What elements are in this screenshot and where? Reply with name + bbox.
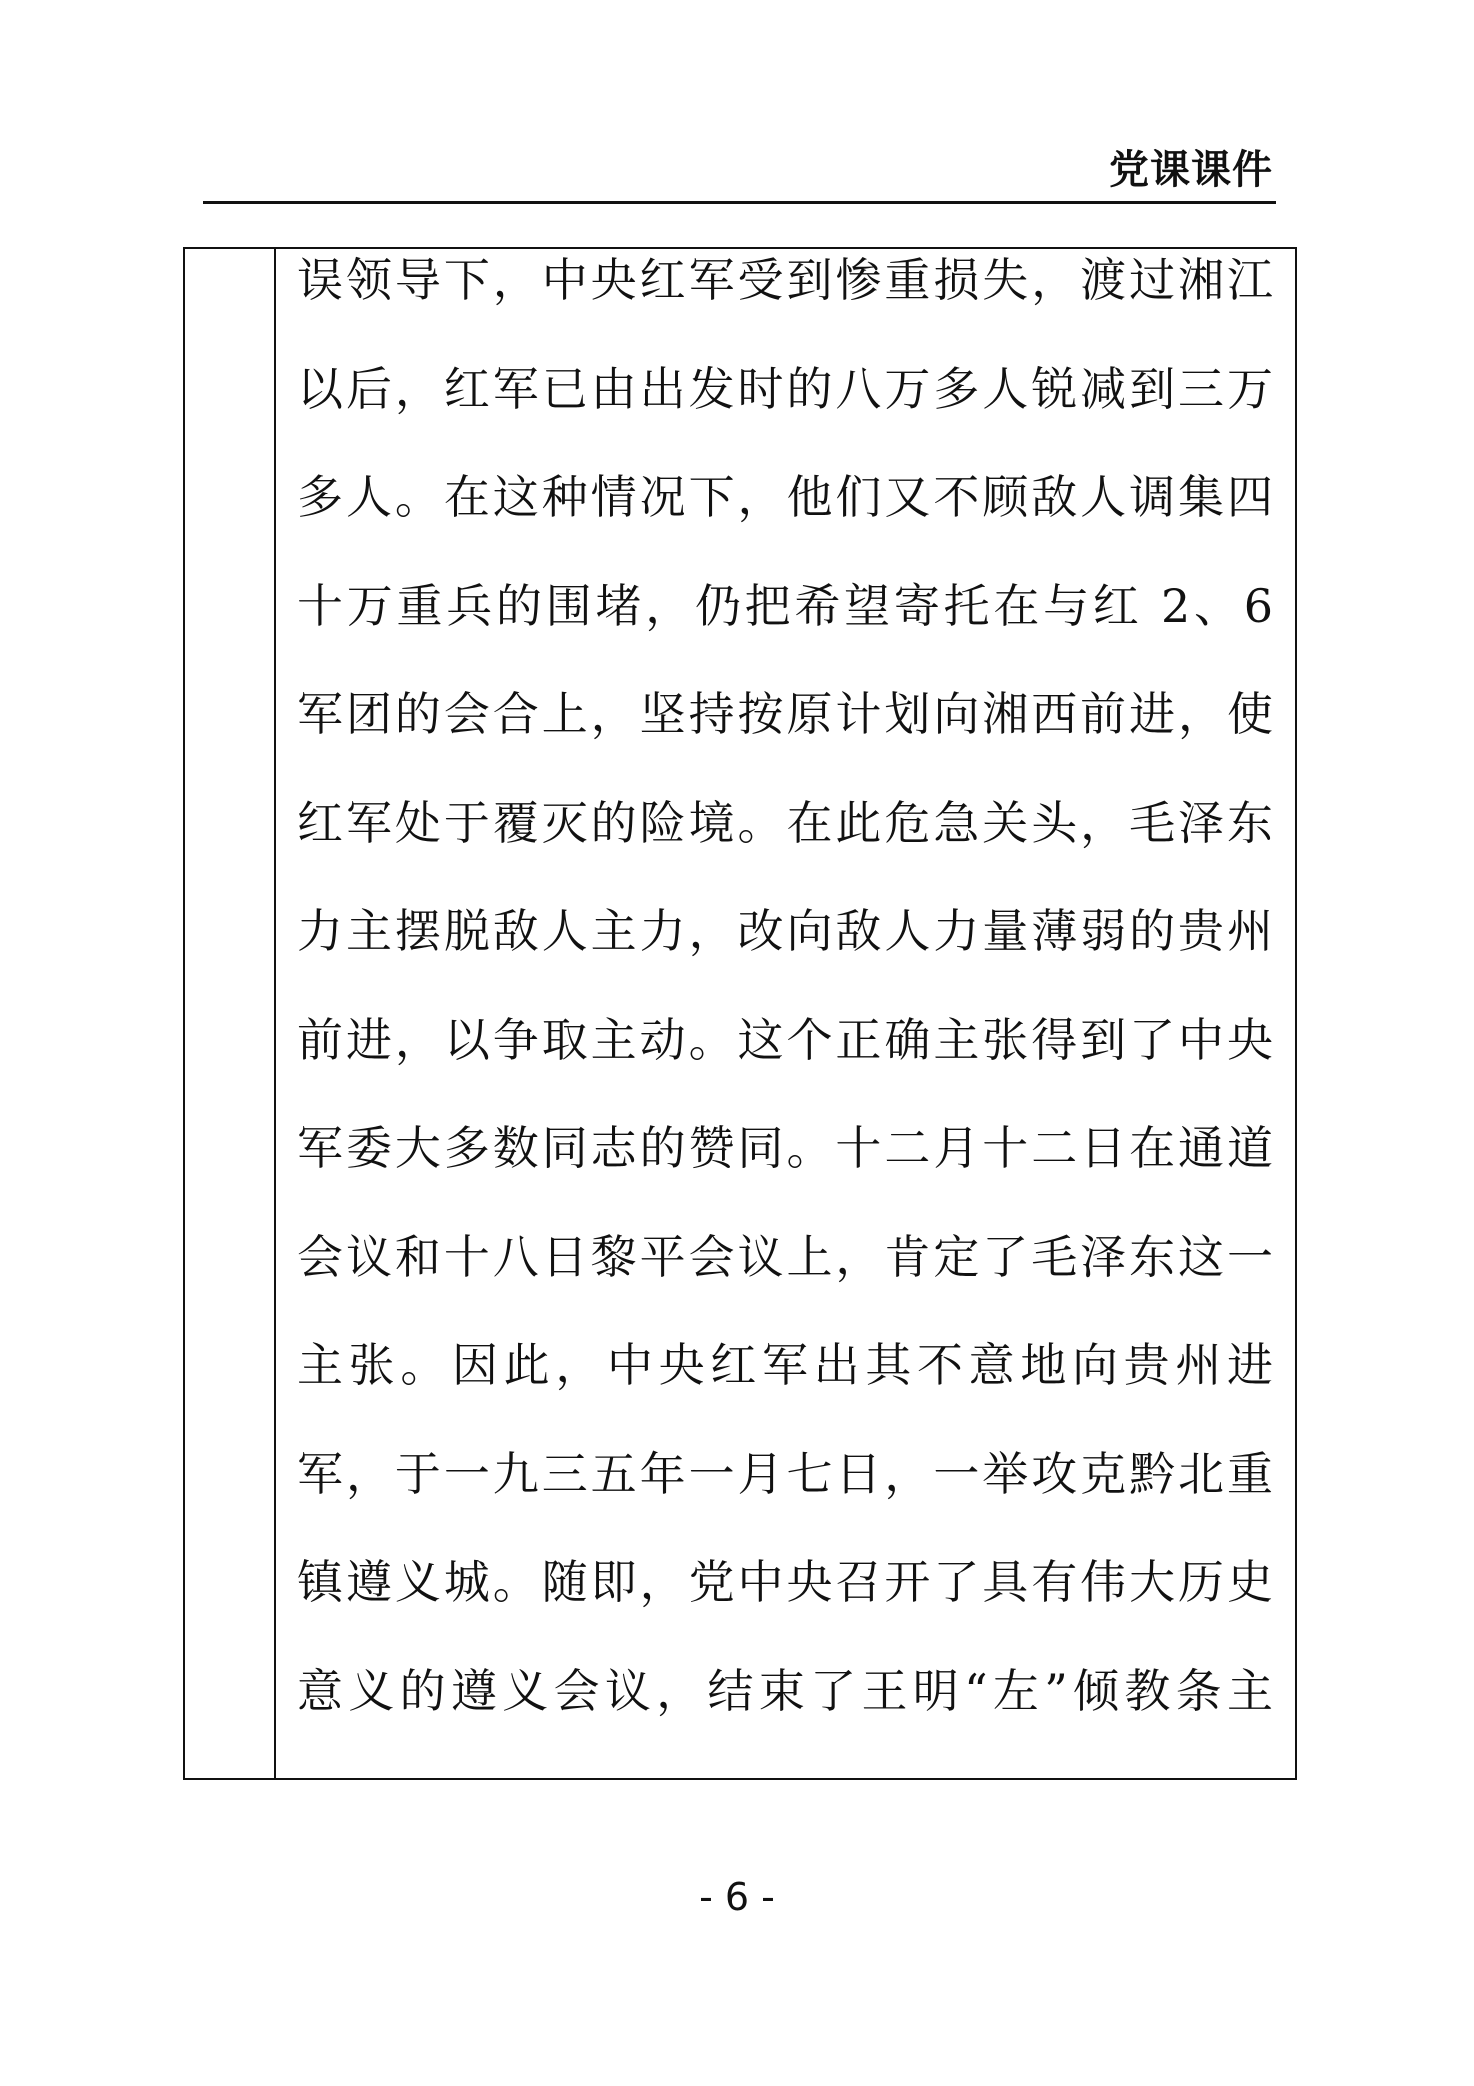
text-line: 会议和十八日黎平会议上，肯定了毛泽东这一	[297, 1229, 1273, 1284]
text-line: 军，于一九三五年一月七日，一举攻克黔北重	[297, 1446, 1273, 1501]
text-line: 十万重兵的围堵，仍把希望寄托在与红 2、6	[297, 578, 1273, 633]
text-line: 意义的遵义会议，结束了王明“左”倾教条主	[297, 1663, 1273, 1718]
page-number: - 6 -	[699, 1875, 775, 1919]
text-line: 镇遵义城。随即，党中央召开了具有伟大历史	[297, 1555, 1273, 1609]
text-line: 军委大多数同志的赞同。十二月十二日在通道	[297, 1121, 1273, 1175]
text-line: 误领导下，中央红军受到惨重损失，渡过湘江	[297, 253, 1273, 307]
text-line: 前进，以争取主动。这个正确主张得到了中央	[297, 1012, 1273, 1067]
text-line: 军团的会合上，坚持按原计划向湘西前进，使	[297, 687, 1273, 741]
text-line: 红军处于覆灭的险境。在此危急关头，毛泽东	[297, 795, 1273, 850]
header-title: 党课课件	[1109, 147, 1273, 193]
body-text	[297, 226, 1273, 1745]
text-line: 主张。因此，中央红军出其不意地向贵州进	[297, 1338, 1273, 1392]
text-line: 力主摆脱敌人主力，改向敌人力量薄弱的贵州	[297, 904, 1273, 958]
left-empty-cell	[185, 249, 276, 1778]
text-line: 多人。在这种情况下，他们又不顾敌人调集四	[297, 470, 1273, 524]
text-line: 以后，红军已由出发时的八万多人锐减到三万	[297, 361, 1273, 416]
header-divider	[203, 201, 1276, 204]
